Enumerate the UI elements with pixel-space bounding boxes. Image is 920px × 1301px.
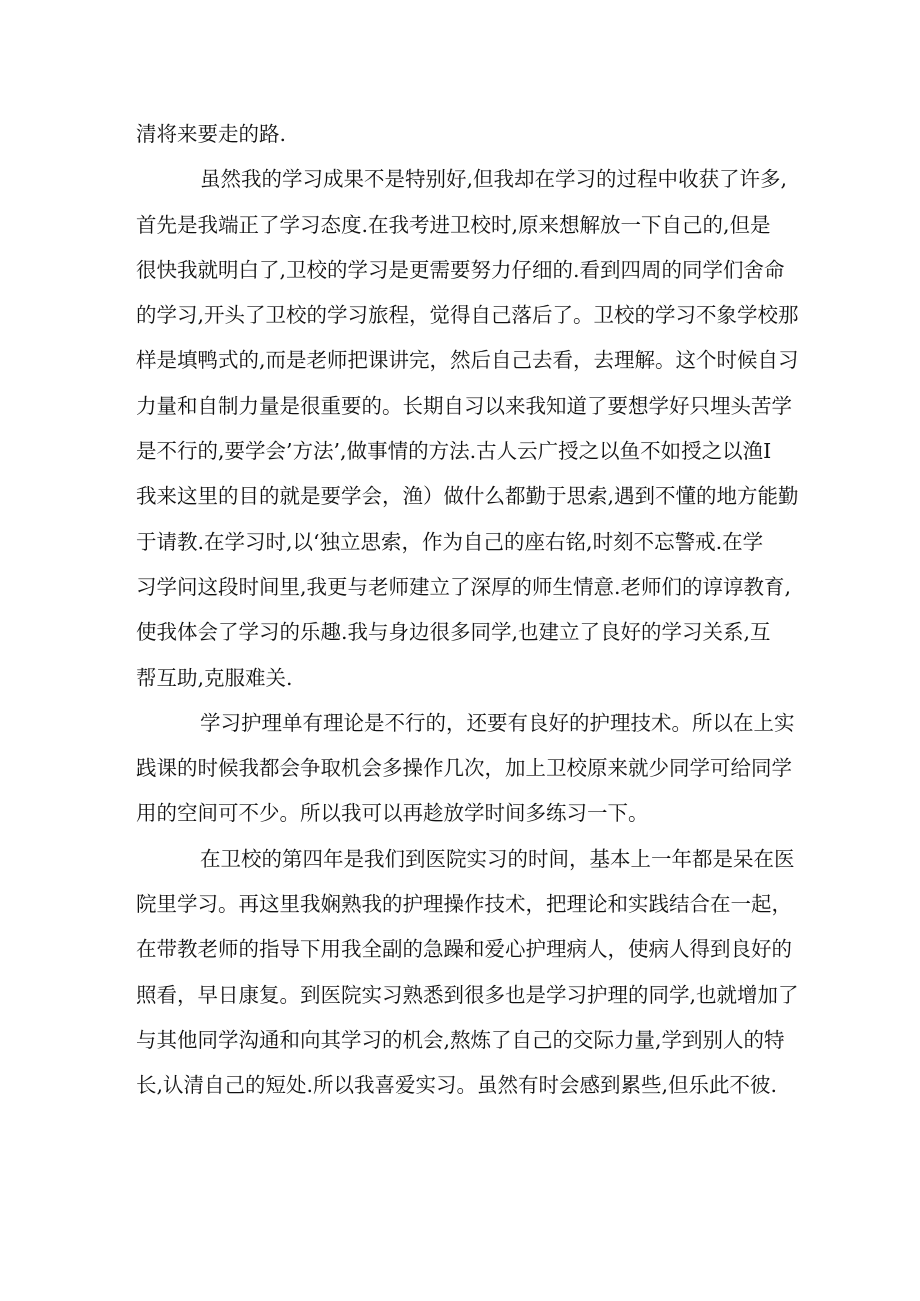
- text-line: 样是填鸭式的,而是老师把课讲完，然后自己去看，去理解。这个时候自习: [136, 348, 799, 373]
- text-line: 长,认清自己的短处.所以我喜爱实习。虽然有时会感到累些,但乐此不彼.: [136, 1073, 778, 1098]
- text-line: 于请教.在学习时,以‘独立思索，作为自己的座右铭,时刻不忘警戒.在学: [136, 529, 764, 554]
- text-line: 首先是我端正了学习态度.在我考进卫校时,原来想解放一下自己的,但是: [136, 212, 771, 237]
- text-line: 践课的时候我都会争取机会多操作几次，加上卫校原来就少同学可给同学: [136, 756, 792, 781]
- paragraph-3: [136, 701, 796, 837]
- document-body: [136, 112, 799, 1109]
- paragraph-1: [136, 112, 796, 157]
- paragraph-2: [136, 157, 799, 701]
- text-line: 帮互助,克服难关.: [136, 665, 293, 690]
- text-line: 力量和自制力量是很重要的。长期自习以来我知道了要想学好只埋头苦学: [136, 393, 792, 418]
- text-line: 很快我就明白了,卫校的学习是更需要努力仔细的.看到四周的同学们舍命: [136, 257, 785, 282]
- text-line: 与其他同学沟通和向其学习的机会,熬炼了自己的交际力量,学到别人的特: [136, 1027, 785, 1052]
- text-line: 在带教老师的指导下用我全副的急躁和爱心护理病人，使病人得到良好的: [136, 937, 792, 962]
- text-line: 在卫校的第四年是我们到医院实习的时间，基本上一年都是呆在医: [200, 846, 795, 871]
- text-line: 虽然我的学习成果不是特别好,但我却在学习的过程中收获了许多,: [200, 167, 788, 192]
- paragraph-4: [136, 837, 799, 1109]
- text-line: 清将来要走的路.: [136, 122, 287, 146]
- text-line: 院里学习。再这里我娴熟我的护理操作技术，把理论和实践结合在一起，: [136, 892, 792, 917]
- text-line: 使我体会了学习的乐趣.我与身边很多同学,也建立了良好的学习关系,互: [136, 620, 771, 645]
- text-line: 习学问这段时间里,我更与老师建立了深厚的师生情意.老师们的谆谆教育,: [136, 574, 792, 599]
- text-line: 是不行的,要学会’方法’,做事情的方法.古人云广授之以鱼不如授之以渔I: [136, 439, 772, 464]
- text-line: 的学习,开头了卫校的学习旅程，觉得自己落后了。卫校的学习不象学校那: [136, 303, 799, 328]
- text-line: 学习护理单有理论是不行的，还要有良好的护理技术。所以在上实: [200, 710, 795, 735]
- text-line: 照看，早日康复。到医院实习熟悉到很多也是学习护理的同学,也就增加了: [136, 982, 799, 1007]
- text-line: 我来这里的目的就是要学会，渔）做什么都勤于思索,遇到不懂的地方能勤: [136, 484, 799, 509]
- text-line: 用的空间可不少。所以我可以再趁放学时间多练习一下。: [136, 801, 649, 826]
